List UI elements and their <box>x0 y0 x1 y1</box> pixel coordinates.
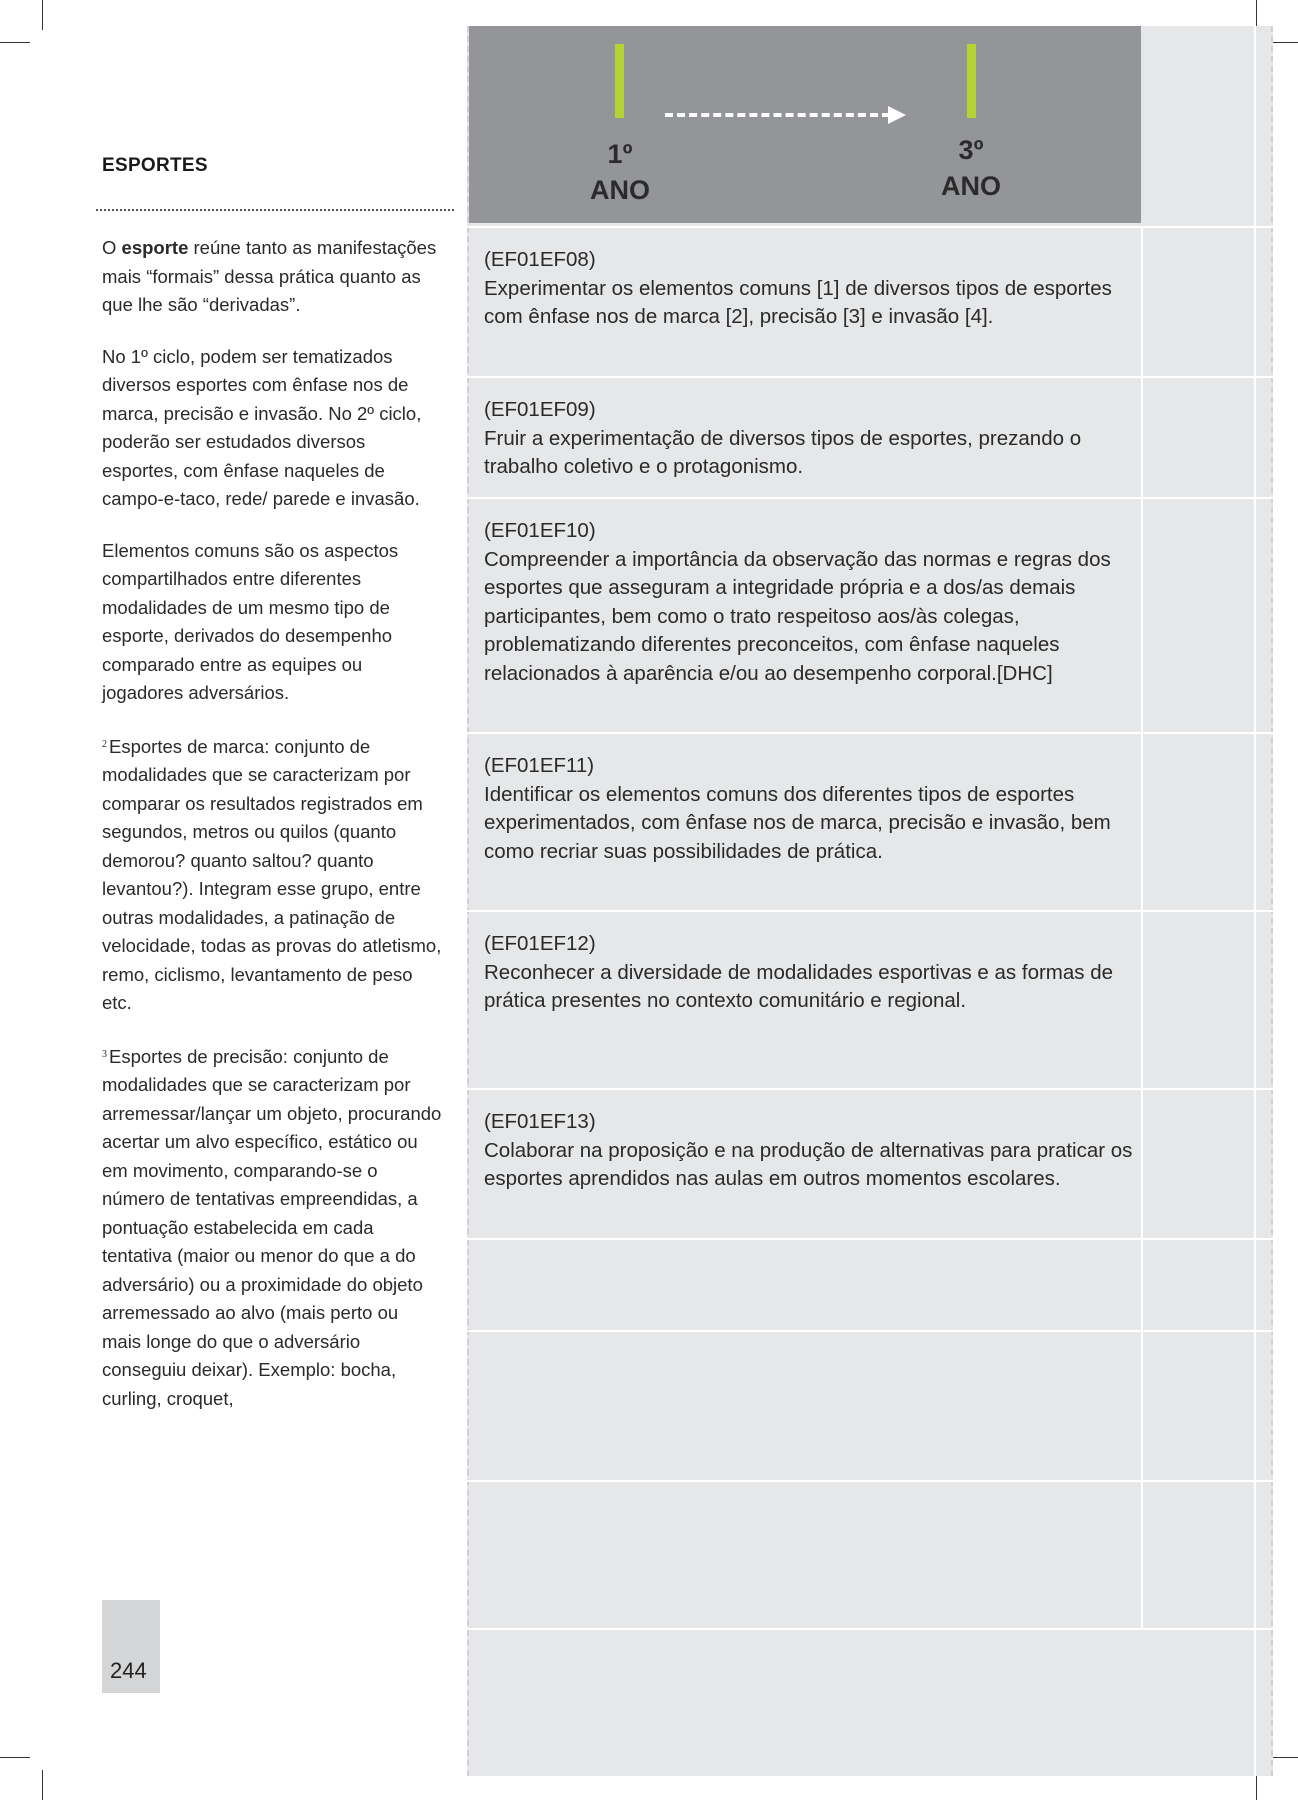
row-divider <box>467 226 1273 228</box>
footnote-marker: 3 <box>102 1048 107 1060</box>
dotted-divider <box>96 209 454 211</box>
skill-text: Fruir a experimentação de diversos tipos de esportes, prezando o trabalho coletivo e o protagonismo. <box>484 426 1082 478</box>
row-divider <box>467 1330 1273 1332</box>
skill-text: Identificar os elementos comuns dos diferentes tipos de esportes experimentados, com ênfase nos de marca, precisão e invasão, bem como recriar suas possibilidades de prática. <box>484 782 1111 863</box>
skill-cell <box>484 752 1144 866</box>
skill-text: Experimentar os elementos comuns [1] de diversos tipos de esportes com ênfase nos de marca [2], precisão [3] e invasão [4]. <box>484 276 1112 328</box>
column-divider <box>1254 26 1256 1776</box>
skill-code: (EF01EF09) <box>484 398 596 421</box>
skill-text: Colaborar na proposição e na produção de alternativas para praticar os esportes aprendidos nas aulas em outros momentos escolares. <box>484 1138 1133 1190</box>
skill-cell <box>484 1108 1144 1194</box>
skill-code: (EF01EF13) <box>484 1110 596 1133</box>
start-year-marker <box>615 44 624 118</box>
row-divider <box>467 1480 1273 1482</box>
left-column-text <box>102 234 442 1436</box>
header-side-cell <box>1144 26 1271 223</box>
arrow-right-icon <box>888 106 906 124</box>
row-divider <box>467 376 1273 378</box>
progression-arrow-line <box>665 113 890 117</box>
row-divider <box>467 1088 1273 1090</box>
crop-mark <box>42 1770 43 1800</box>
crop-mark <box>0 42 30 43</box>
crop-mark <box>0 1757 30 1758</box>
skill-code: (EF01EF12) <box>484 932 596 955</box>
skill-text: Reconhecer a diversidade de modalidades esportivas e as formas de prática presentes no contexto comunitário e regional. <box>484 960 1114 1012</box>
end-year-label: 3º ANO <box>941 135 1001 201</box>
common-elements-paragraph: Elementos comuns são os aspectos compartilhados entre diferentes modalidades de um mesmo tipo de esporte, derivados do desempenho comparado entre as equipes ou jogadores adversários. <box>102 539 399 703</box>
crop-mark <box>42 0 43 30</box>
footnote-precisao: $^3$ Esportes de precisão: conjunto de modalidades que se caracterizam por arremessar/lançar um objeto, procurando acertar um alvo específico, estático ou em movimento, comparando-se o número de tentativas empreendidas, a pontuação estabelecida em cada tentativa (maior ou menor do que a do adversário) ou a proximidade do objeto arremessado ao alvo (mais perto ou mais longe do que o adversário conseguiu deixar). Exemplo: bocha, curling, croquet, <box>102 1045 442 1409</box>
page-number: 244 <box>110 1658 147 1683</box>
footnote-marker: 2 <box>102 738 107 750</box>
skill-code: (EF01EF08) <box>484 248 596 271</box>
row-divider <box>467 1628 1273 1630</box>
row-divider <box>467 497 1273 499</box>
row-divider <box>467 732 1273 734</box>
skill-code: (EF01EF10) <box>484 519 596 542</box>
year-progression-header <box>469 26 1141 223</box>
skill-cell <box>484 517 1144 688</box>
row-divider <box>467 1238 1273 1240</box>
intro-paragraph: O esporte reúne tanto as manifestações mais “formais” dessa prática quanto as que lhe são “derivadas”. <box>102 237 437 315</box>
skill-code: (EF01EF11) <box>484 754 595 777</box>
skill-text: Compreender a importância da observação das normas e regras dos esportes que asseguram a integridade própria e a dos/as demais participantes, bem como o trato respeitoso aos/às colegas, problematizando diferentes preconceitos, com ênfase naqueles relacionados à aparência e/ou ao desempenho corporal.[DHC] <box>484 547 1111 685</box>
end-year-marker <box>967 44 976 118</box>
skill-cell <box>484 246 1144 332</box>
skill-cell <box>484 396 1144 482</box>
skill-cell <box>484 930 1144 1016</box>
start-year-label: 1º ANO <box>590 139 650 205</box>
row-divider <box>467 910 1273 912</box>
footnote-marca: $^2$ Esportes de marca: conjunto de modalidades que se caracterizam por comparar os resultados registrados em segundos, metros ou quilos (quanto demorou? quanto saltou? quanto levantou?). Integram esse grupo, entre outras modalidades, a patinação de velocidade, todas as provas do atletismo, remo, ciclismo, levantamento de peso etc. <box>102 735 442 1013</box>
cycle-paragraph: No 1º ciclo, podem ser tematizados diversos esportes com ênfase nos de marca, precisão e invasão. No 2º ciclo, poderão ser estudados diversos esportes, com ênfase naqueles de campo-e-taco, rede/ parede e invasão. <box>102 345 422 509</box>
bold-term: esporte <box>121 237 189 258</box>
section-title: ESPORTES <box>102 155 208 176</box>
